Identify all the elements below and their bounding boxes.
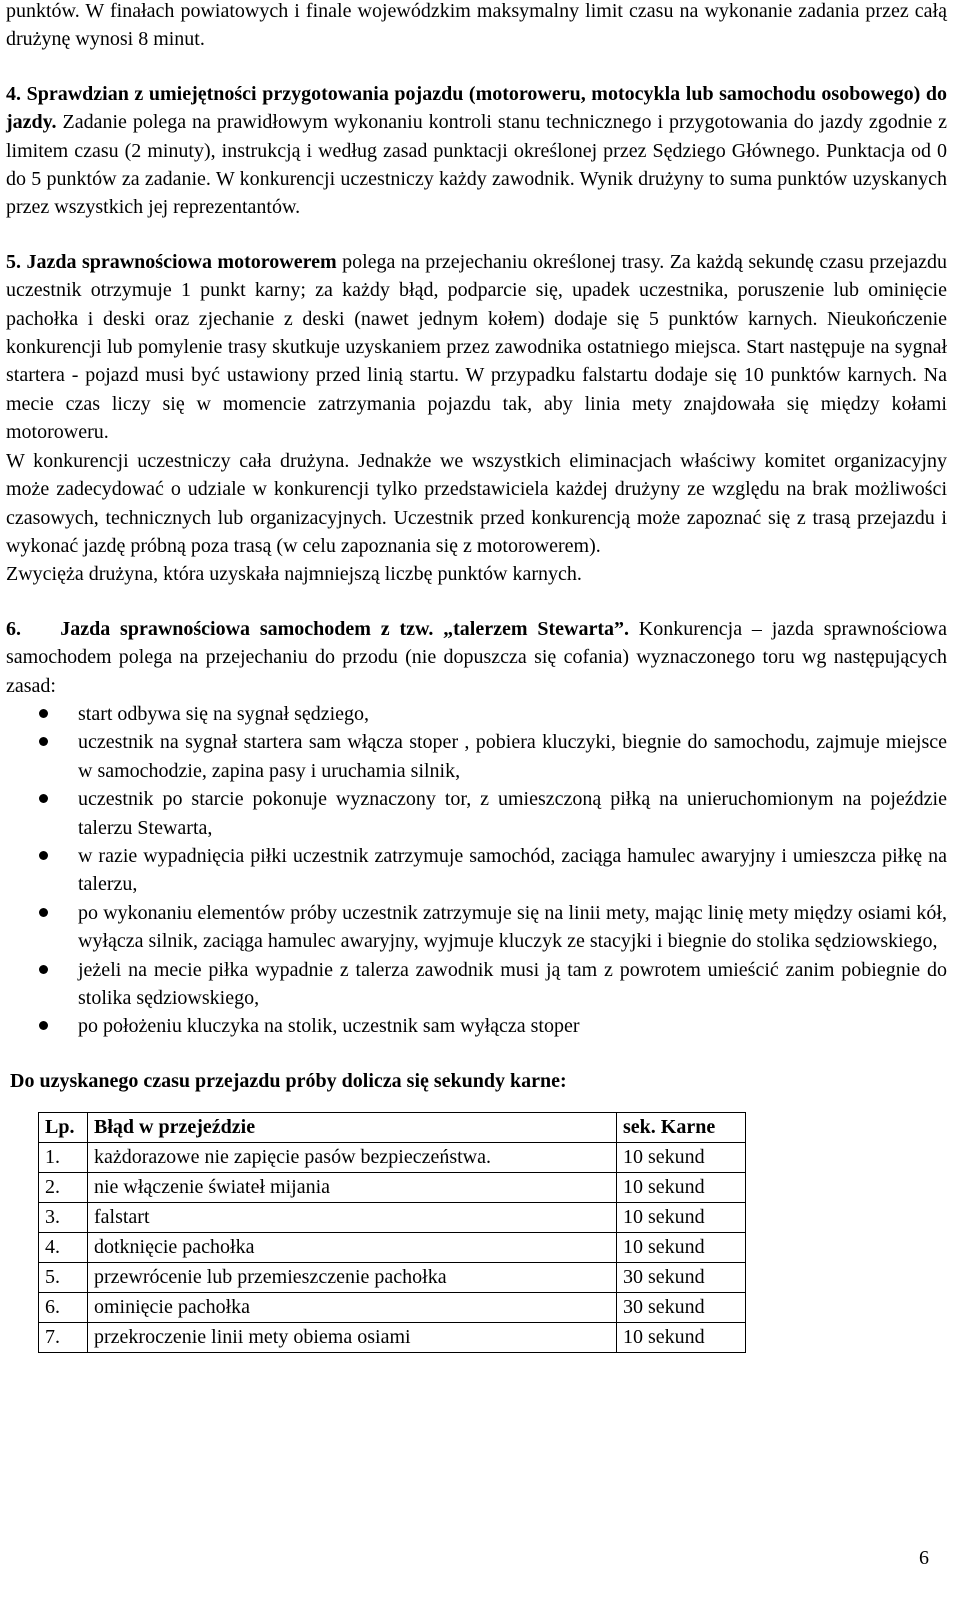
table-row <box>39 1263 746 1293</box>
penalty-table <box>38 1112 746 1353</box>
document-page <box>6 0 947 1353</box>
cell-penalty: 10 sekund <box>617 1323 746 1353</box>
bullet-icon <box>39 1021 48 1030</box>
bullet-icon <box>39 908 48 917</box>
cell-penalty: 10 sekund <box>617 1203 746 1233</box>
bullet-icon <box>39 709 48 718</box>
list-item: po położeniu kluczyka na stolik, uczestnik sam wyłącza stoper <box>6 1012 947 1040</box>
cell-error: każdorazowe nie zapięcie pasów bezpieczeństwa. <box>88 1143 617 1173</box>
list-item: uczestnik na sygnał startera sam włącza stoper , pobiera kluczyki, biegnie do samochodu, zajmuje miejsce w samochodzie, zapina pasy i uruchamia silnik, <box>6 728 947 785</box>
cell-penalty: 10 sekund <box>617 1233 746 1263</box>
bullet-icon <box>39 851 48 860</box>
cell-penalty: 10 sekund <box>617 1173 746 1203</box>
section-4-body: Zadanie polega na prawidłowym wykonaniu kontroli stanu technicznego i przygotowania do jazdy zgodnie z limitem czasu (2 minuty), instrukcją i według zasad punktacji określonej przez Sędziego Głównego. Punktacja od 0 do 5 punktów za zadanie. W konkurencji uczestniczy każdy zawodnik. Wynik drużyny to suma punktów uzyskanych przez wszystkich jej reprezentantów. <box>6 111 947 219</box>
section-6-paragraph <box>6 615 947 700</box>
cell-lp: 5. <box>39 1263 88 1293</box>
header-error: Błąd w przejeździe <box>88 1113 617 1143</box>
header-lp: Lp. <box>39 1113 88 1143</box>
section-4-paragraph <box>6 80 947 222</box>
cell-error: przewrócenie lub przemieszczenie pachołka <box>88 1263 617 1293</box>
rules-list <box>6 700 947 1041</box>
list-item: jeżeli na mecie piłka wypadnie z talerza zawodnik musi ją tam z powrotem umieścić zanim pobiegnie do stolika sędziowskiego, <box>6 956 947 1013</box>
section-6-number: 6. <box>6 617 21 640</box>
cell-error: nie włączenie świateł mijania <box>88 1173 617 1203</box>
section-5-paragraph-2: W konkurencji uczestniczy cała drużyna. Jednakże we wszystkich eliminacjach właściwy komitet organizacyjny może zadecydować o udziale w konkurencji tylko przedstawiciela każdej drużyny ze względu na brak możliwości czasowych, technicznych lub organizacyjnych. Uczestnik przed konkurencją może zapoznać się z trasą przejazdu i wykonać jazdę próbną poza trasą (w celu zapoznania się z motorowerem). <box>6 449 947 557</box>
list-item: w razie wypadnięcia piłki uczestnik zatrzymuje samochód, zaciąga hamulec awaryjny i umieszcza piłkę na talerzu, <box>6 842 947 899</box>
bullet-icon <box>39 965 48 974</box>
table-row <box>39 1293 746 1323</box>
section-5-heading: 5. Jazda sprawnościowa motorowerem <box>6 250 337 273</box>
cell-lp: 1. <box>39 1143 88 1173</box>
table-row <box>39 1233 746 1263</box>
cell-lp: 3. <box>39 1203 88 1233</box>
cell-lp: 6. <box>39 1293 88 1323</box>
cell-lp: 7. <box>39 1323 88 1353</box>
bullet-icon <box>39 794 48 803</box>
cell-lp: 4. <box>39 1233 88 1263</box>
section-5-body: polega na przejechaniu określonej trasy. Za każdą sekundę czasu przejazdu uczestnik otrzymuje 1 punkt karny; za każdy błąd, podparcie się, upadek uczestnika, poruszenie lub ominięcie pachołka i deski oraz zjechanie z deski (nawet jednym kołem) dodaje się 5 punktów karnych. Nieukończenie konkurencji lub pomylenie trasy skutkuje uzyskaniem przez zawodnika ostatniego miejsca. Start następuje na sygnał startera - pojazd musi być ustawiony przed linią startu. W przypadku falstartu dodaje się 10 punktów karnych. Na mecie czas liczy się w momencie zatrzymania pojazdu tak, aby linia mety znajdowała się między kołami motoroweru. <box>6 250 947 444</box>
table-header-row <box>39 1113 746 1143</box>
cell-error: ominięcie pachołka <box>88 1293 617 1323</box>
cell-error: przekroczenie linii mety obiema osiami <box>88 1323 617 1353</box>
table-row <box>39 1203 746 1233</box>
table-title: Do uzyskanego czasu przejazdu próby dolicza się sekundy karne: <box>10 1069 567 1092</box>
table-row <box>39 1143 746 1173</box>
section-6-heading: Jazda sprawnościowa samochodem z tzw. „talerzem Stewarta”. <box>60 617 629 640</box>
section-6-body: Konkurencja – jazda sprawnościowa samochodem polega na przejechaniu do przodu (nie dopuszcza się cofania) wyznaczonego toru wg następujących zasad: <box>6 617 947 697</box>
cell-penalty: 10 sekund <box>617 1143 746 1173</box>
cell-penalty: 30 sekund <box>617 1263 746 1293</box>
section-5-paragraph-3: Zwycięża drużyna, która uzyskała najmniejszą liczbę punktów karnych. <box>6 563 582 586</box>
table-row <box>39 1323 746 1353</box>
list-item: uczestnik po starcie pokonuje wyznaczony tor, z umieszczoną piłką na unieruchomionym na pojeździe talerzu Stewarta, <box>6 785 947 842</box>
section-4-heading: 4. Sprawdzian z umiejętności przygotowania pojazdu (motoroweru, motocykla lub samochodu osobowego) do jazdy. <box>6 82 947 134</box>
cell-error: falstart <box>88 1203 617 1233</box>
bullet-icon <box>39 737 48 746</box>
list-item: po wykonaniu elementów próby uczestnik zatrzymuje się na linii mety, mając linię mety między osiami kół, wyłącza silnik, zaciąga hamulec awaryjny, wyjmuje kluczyk ze stacyjki i biegnie do stolika sędziowskiego, <box>6 899 947 956</box>
cell-penalty: 30 sekund <box>617 1293 746 1323</box>
intro-paragraph: punktów. W finałach powiatowych i finale wojewódzkim maksymalny limit czasu na wykonanie zadania przez całą drużynę wynosi 8 minut. <box>6 0 947 51</box>
list-item: start odbywa się na sygnał sędziego, <box>6 700 947 728</box>
cell-lp: 2. <box>39 1173 88 1203</box>
page-number: 6 <box>919 1547 929 1569</box>
section-5-paragraph <box>6 248 947 447</box>
header-penalty: sek. Karne <box>617 1113 746 1143</box>
cell-error: dotknięcie pachołka <box>88 1233 617 1263</box>
table-row <box>39 1173 746 1203</box>
